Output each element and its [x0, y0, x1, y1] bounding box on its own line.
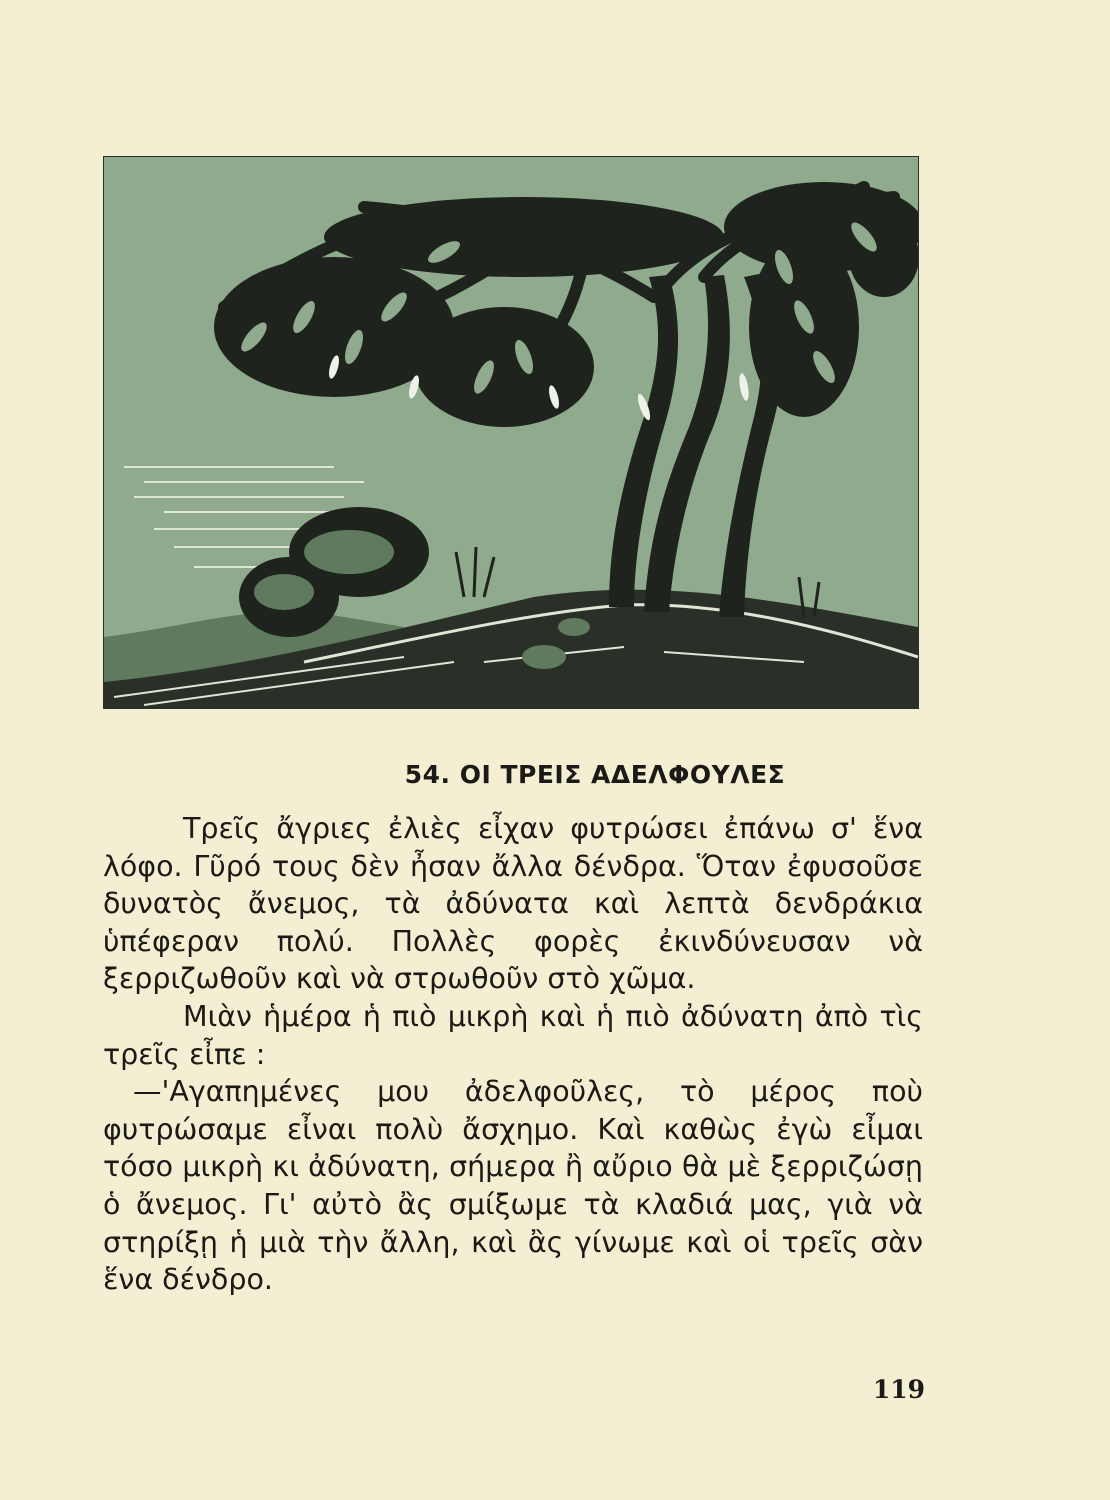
paragraph-3: —'Αγαπημένες μου ἀδελφοῦλες, τὸ μέρος ποὺ φυτρώσαμε εἶναι πολὺ ἄσχημο. Καὶ καθὼς ἐγὼ εἶμαι τόσο μικρὴ κι ἀδύνατη, σήμερα ἢ αὔριο θὰ μὲ ξερριζώσῃ ὁ ἄνεμος. Γι' αὐτὸ ἂς σμίξωμε τὰ κλαδιά μας, γιὰ νὰ στηρίξῃ ἡ μιὰ τὴν ἄλλη, καὶ ἂς γίνωμε καὶ οἱ τρεῖς σὰν ἕνα δένδρο.: [103, 1075, 923, 1297]
lesson-title: 54. ΟΙ ΤΡΕΙΣ ΑΔΕΛΦΟΥΛΕΣ: [404, 760, 786, 789]
woodcut-illustration: [104, 157, 918, 708]
paragraph-2: Μιὰν ἡμέρα ἡ πιὸ μικρὴ καὶ ἡ πιὸ ἀδύνατη ἀπὸ τὶς τρεῖς εἶπε :: [103, 999, 923, 1071]
lesson-text: [103, 810, 923, 1299]
page-number: 119: [872, 1375, 925, 1404]
paragraph-1: Τρεῖς ἄγριες ἐλιὲς εἶχαν φυτρώσει ἐπάνω σ' ἕνα λόφο. Γῦρό τους δὲν ἦσαν ἄλλα δένδρα. Ὅταν ἐφυσοῦσε δυνατὸς ἄνεμος, τὰ ἀδύνατα καὶ λεπτὰ δενδράκια ὑπέφεραν πολύ. Πολλὲς φορὲς ἐκινδύνευσαν νὰ ξερριζωθοῦν καὶ νὰ στρωθοῦν στὸ χῶμα.: [103, 812, 923, 996]
illustration-olive-trees: [103, 156, 919, 709]
